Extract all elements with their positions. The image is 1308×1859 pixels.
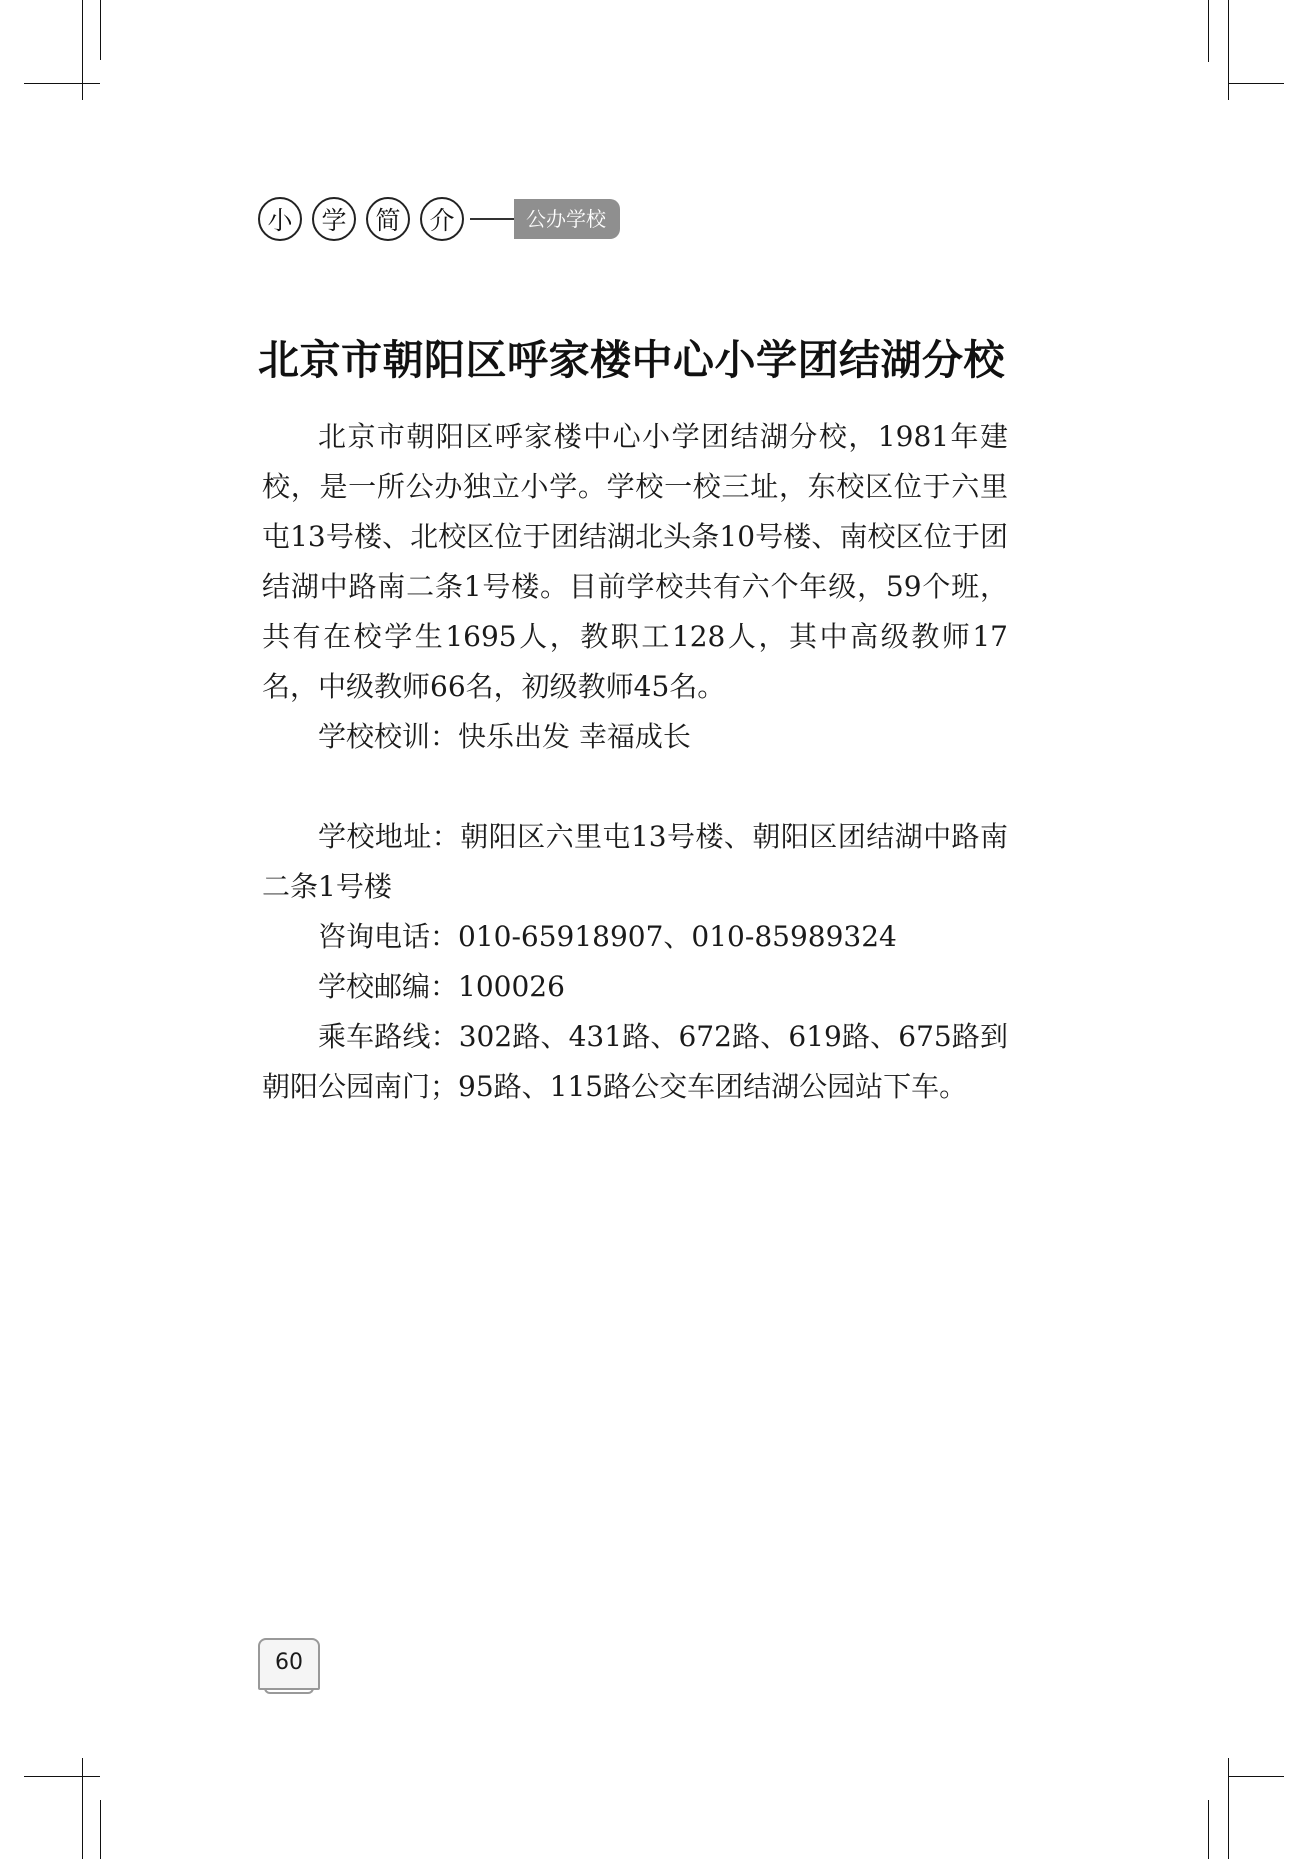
phone-paragraph: 咨询电话：010-65918907、010-85989324 <box>318 920 897 953</box>
section-header <box>258 193 620 245</box>
crop-mark <box>1208 0 1209 62</box>
header-char: 介 <box>420 197 464 241</box>
address-paragraph: 学校地址：朝阳区六里屯13号楼、朝阳区团结湖中路南二条1号楼 <box>262 820 1008 903</box>
page-number: 60 <box>258 1638 320 1690</box>
crop-mark <box>1228 83 1284 84</box>
crop-mark <box>100 1800 101 1859</box>
crop-mark <box>82 0 83 100</box>
header-char: 简 <box>366 197 410 241</box>
school-title: 北京市朝阳区呼家楼中心小学团结湖分校 <box>258 336 1005 384</box>
crop-mark <box>1228 0 1229 100</box>
header-char: 学 <box>312 197 356 241</box>
crop-mark <box>24 83 100 84</box>
intro-paragraph: 北京市朝阳区呼家楼中心小学团结湖分校，1981年建校，是一所公办独立小学。学校一校三址，东校区位于六里屯13号楼、北校区位于团结湖北头条10号楼、南校区位于团结湖中路南二条1号楼。目前学校共有六个年级，59个班，共有在校学生1695人，教职工128人，其中高级教师17名，中级教师66名，初级教师45名。 <box>262 420 1008 703</box>
crop-mark <box>1228 1776 1284 1777</box>
motto-paragraph: 学校校训：快乐出发 幸福成长 <box>318 720 691 753</box>
crop-mark <box>24 1776 100 1777</box>
header-connector-line <box>470 218 514 220</box>
header-category-tag: 公办学校 <box>514 199 620 239</box>
crop-mark <box>82 1758 83 1859</box>
crop-mark <box>1208 1800 1209 1859</box>
crop-mark <box>1228 1758 1229 1859</box>
header-char: 小 <box>258 197 302 241</box>
postcode-paragraph: 学校邮编：100026 <box>318 970 565 1003</box>
crop-mark <box>100 0 101 60</box>
bus-route-paragraph: 乘车路线：302路、431路、672路、619路、675路到朝阳公园南门；95路、115路公交车团结湖公园站下车。 <box>262 1020 1008 1103</box>
school-description <box>262 412 1008 1112</box>
